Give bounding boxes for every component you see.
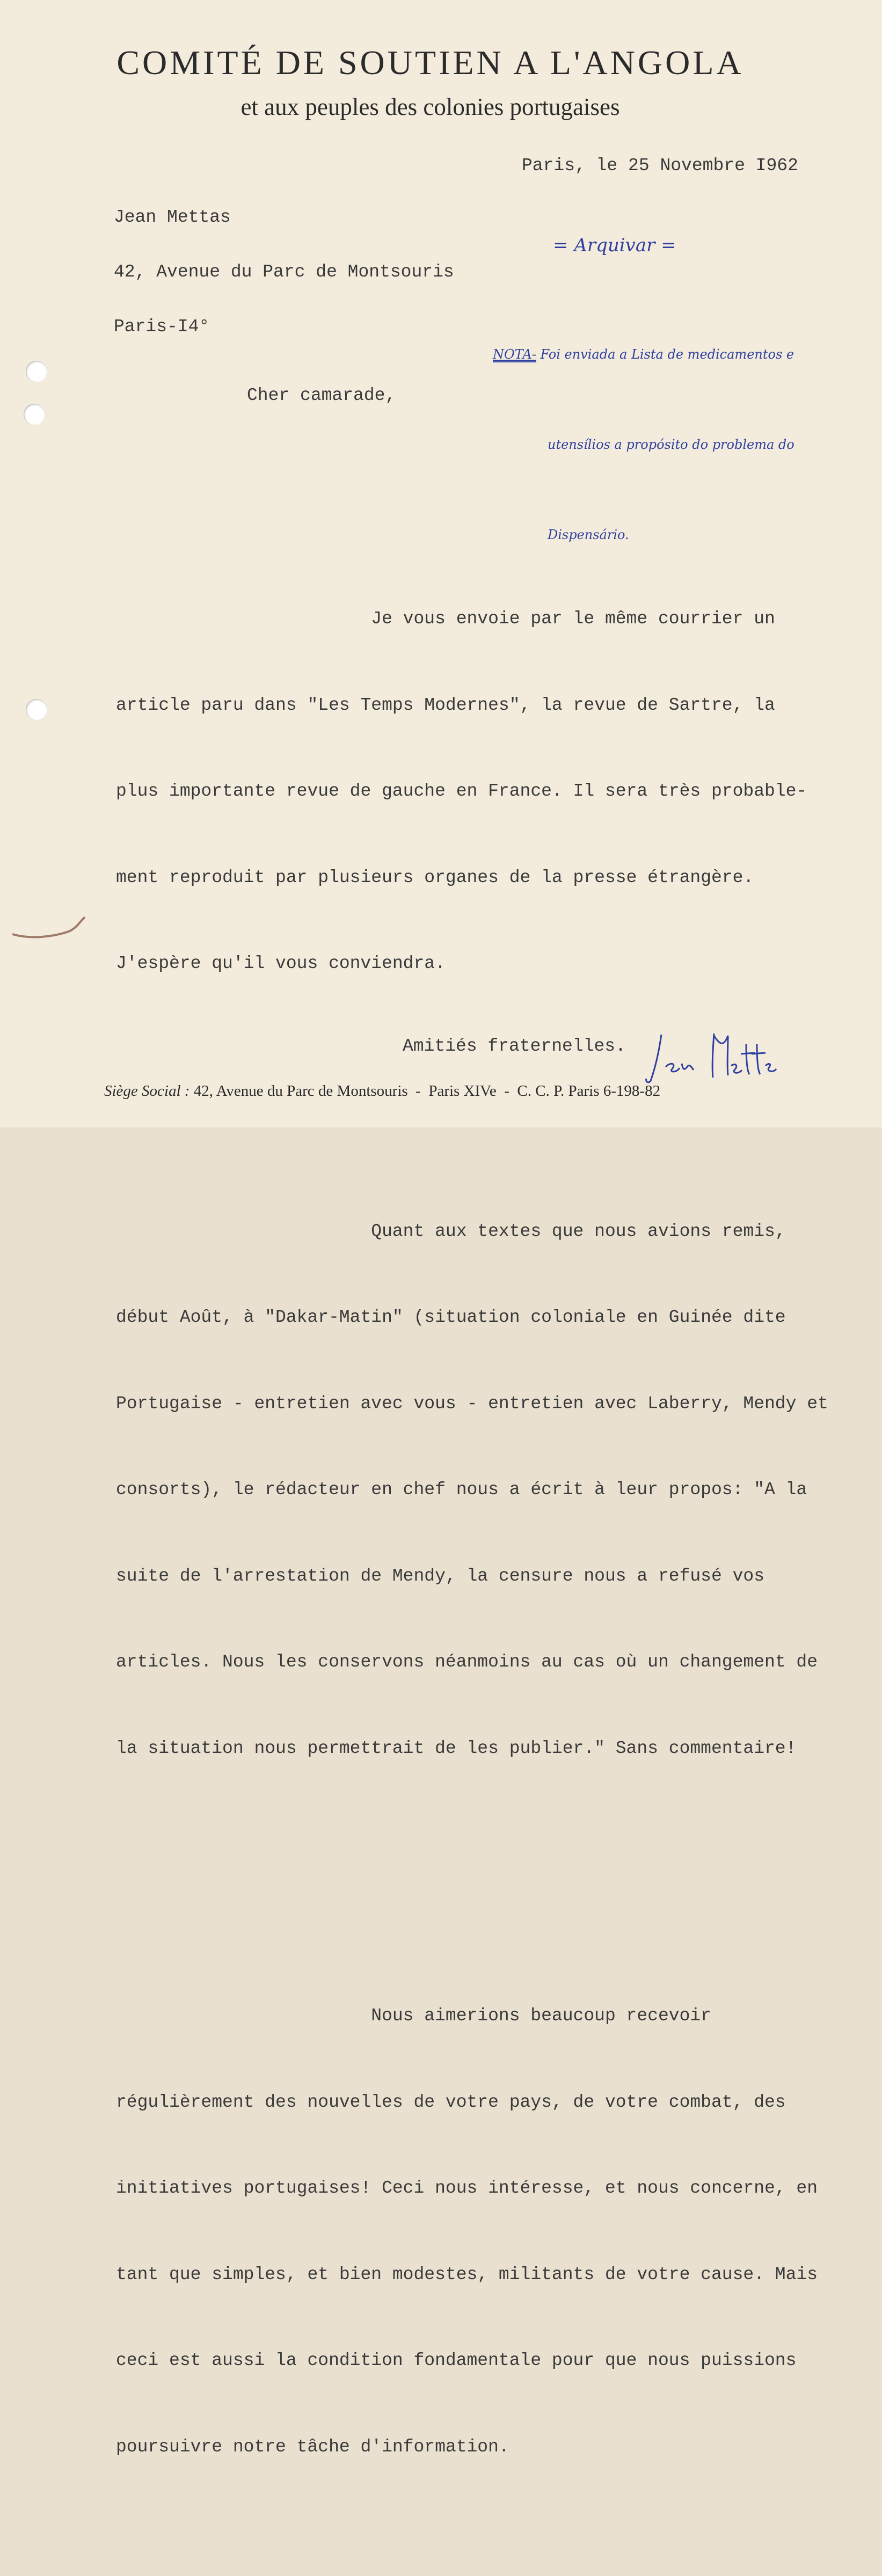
- nota-label: NOTA-: [493, 347, 536, 362]
- sender-street: 42, Avenue du Parc de Montsouris: [114, 262, 454, 282]
- body-line: plus importante revue de gauche en France. Il sera très probable-: [116, 781, 807, 801]
- nota-line-1: Foi enviada a Lista de medicamentos e: [536, 347, 794, 362]
- punch-hole-lower: [26, 699, 47, 721]
- ink-smudge: [10, 913, 85, 945]
- nota-line-3: Dispensário.: [548, 527, 629, 542]
- body-line: consorts), le rédacteur en chef nous a écrit à leur propos: "A la: [116, 1480, 807, 1500]
- nota-line-2: utensílios a propósito do problema do: [548, 437, 794, 452]
- body-line: régulièrement des nouvelles de votre pays, de votre combat, des: [116, 2092, 786, 2112]
- closing: Amitiés fraternelles.: [403, 1036, 626, 1056]
- body-line: ceci est aussi la condition fondamentale pour que nous puissions: [116, 2351, 797, 2370]
- paragraph-1: [116, 547, 828, 1036]
- sender-address: [114, 172, 454, 373]
- body-line: début Août, à "Dakar-Matin" (situation coloniale en Guinée dite: [116, 1307, 786, 1327]
- body-line: poursuivre notre tâche d'information.: [116, 2436, 509, 2457]
- body-line: article paru dans "Les Temps Modernes", la revue de Sartre, la: [116, 695, 775, 715]
- body-line: Je vous envoie par le même courrier un: [116, 609, 775, 629]
- body-line: suite de l'arrestation de Mendy, la censure nous a refusé vos: [116, 1566, 764, 1586]
- body-line: ment reproduit par plusieurs organes de la presse étrangère.: [116, 867, 754, 887]
- sender-city: Paris-I4°: [114, 317, 210, 337]
- date-line: Paris, le 25 Novembre I962: [522, 156, 798, 176]
- salutation: Cher camarade,: [247, 385, 396, 405]
- letterhead-subtitle: et aux peuples des colonies portugaises: [240, 93, 620, 120]
- signature: [644, 1028, 784, 1087]
- paragraph-3: [116, 1944, 828, 2519]
- body-line: J'espère qu'il vous conviendra.: [116, 954, 446, 973]
- body-line: tant que simples, et bien modestes, militants de votre cause. Mais: [116, 2264, 818, 2284]
- body-line: Quant aux textes que nous avions remis,: [116, 1221, 786, 1241]
- punch-hole-top: [26, 361, 47, 382]
- footer-text: 42, Avenue du Parc de Montsouris - Paris XIVe - C. C. P. Paris 6-198-82: [189, 1082, 661, 1100]
- footer-label: Siège Social :: [104, 1082, 190, 1100]
- body-line: Nous aimerions beaucoup recevoir: [116, 2006, 711, 2026]
- letterhead-title: COMITÉ DE SOUTIEN A L'ANGOLA: [116, 43, 744, 82]
- punch-hole-middle: [24, 404, 45, 425]
- body-line: la situation nous permettrait de les publier." Sans commentaire!: [116, 1738, 797, 1758]
- footer-address: [104, 1082, 660, 1100]
- body-line: Portugaise - entretien avec vous - entretien avec Laberry, Mendy et: [116, 1393, 828, 1414]
- sender-name: Jean Mettas: [114, 207, 231, 227]
- body-line: initiatives portugaises! Ceci nous intéresse, et nous concerne, en: [116, 2178, 818, 2198]
- body-line: articles. Nous les conservons néanmoins au cas où un changement de: [116, 1652, 818, 1672]
- handwritten-arquivar: = Arquivar =: [553, 235, 676, 256]
- paragraph-2: [116, 1160, 828, 1821]
- letter-body: [116, 490, 828, 2576]
